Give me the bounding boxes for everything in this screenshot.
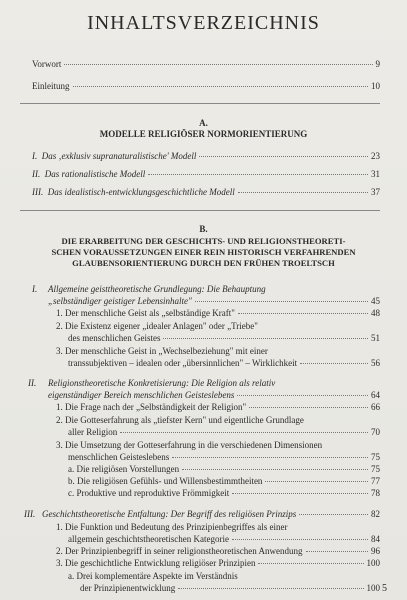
toc-entry-sec3-3a[interactable] [80, 582, 380, 594]
entry-page: 31 [371, 169, 380, 179]
part-a-heading: MODELLE RELIGIÖSER NORMORIENTIERUNG [99, 129, 308, 139]
toc-entry-sec1-1[interactable] [56, 307, 380, 319]
entry-page: 84 [371, 534, 380, 544]
entry-text: Geschichtstheoretische Entfaltung: Der Begriff des religiösen Prinzips [42, 509, 297, 519]
entry-num: II. [32, 169, 41, 179]
entry-text: Einleitung [32, 81, 70, 91]
toc-entry-sec3[interactable] [42, 508, 380, 520]
toc-entry-vorwort[interactable] [32, 58, 380, 70]
entry-text: 1. Der menschliche Geist als „selbständige Kraft" [56, 308, 235, 318]
toc-entry-sec2-1[interactable] [56, 401, 380, 413]
entry-page: 64 [371, 390, 380, 400]
entry-text: aller Religion [68, 427, 118, 437]
entry-page: 56 [371, 358, 380, 368]
entry-text: 2. Der Prinzipienbegriff in seiner religionstheoretischen Anwendung [56, 546, 303, 556]
toc-entry-sec2-3a[interactable] [68, 463, 380, 475]
entry-page: 100 [366, 583, 380, 593]
entry-num: I. [32, 151, 38, 161]
entry-page: 9 [375, 59, 380, 69]
entry-page: 45 [371, 296, 380, 306]
sec3-1-line1[interactable]: 1. Die Funktion und Bedeutung des Prinzipienbegriffes als einer [56, 522, 288, 532]
entry-text: 1. Die Frage nach der „Selbständigkeit der Religion" [56, 402, 247, 412]
toc-entry-sec3-1[interactable] [68, 533, 380, 545]
toc-entry-a2[interactable] [32, 168, 380, 180]
sec1-title-line1[interactable]: Allgemeine geisttheoretische Grundlegung: Die Behauptung [48, 284, 266, 294]
entry-text: b. Die religiösen Gefühls- und Willensbestimmtheiten [68, 476, 263, 486]
entry-text: c. Produktive und reproduktive Frömmigkeit [68, 488, 230, 498]
entry-text: Das ‚exklusiv supranaturalistische' Modell [41, 151, 197, 161]
entry-text: 3. Die geschichtliche Entwicklung religiöser Prinzipien [56, 558, 256, 568]
sec3-num: III. [24, 509, 36, 519]
entry-page: 66 [371, 402, 380, 412]
toc-entry-sec2-2[interactable] [68, 426, 380, 438]
toc-entry-sec1-3[interactable] [68, 357, 380, 369]
entry-text: der Prinzipienentwicklung [80, 583, 176, 593]
entry-page: 77 [371, 476, 380, 486]
entry-text: allgemein geschichtstheoretischen Kategorie [68, 534, 229, 544]
toc-entry-sec2-3[interactable] [68, 451, 380, 463]
toc-entry-sec2[interactable] [48, 389, 380, 401]
entry-text: menschlichen Geisteslebens [68, 452, 170, 462]
toc-entry-a1[interactable] [32, 150, 380, 162]
entry-page: 75 [371, 452, 380, 462]
toc-entry-sec1-2[interactable] [68, 332, 380, 344]
sec2-title-line1[interactable]: Religionstheoretische Konkretisierung: Die Religion als relativ [48, 378, 276, 388]
entry-page: 48 [371, 308, 380, 318]
toc-entry-einleitung[interactable] [32, 80, 380, 92]
toc-entry-sec2-3c[interactable] [68, 487, 380, 499]
part-b-heading-line1: DIE ERARBEITUNG DER GESCHICHTS- UND RELIGIONSTHEORETI- [61, 236, 346, 246]
toc-entry-sec1[interactable] [48, 295, 380, 307]
toc-entry-sec2-3b[interactable] [68, 475, 380, 487]
toc-entry-sec3-3[interactable] [56, 557, 380, 569]
entry-num: III. [32, 187, 44, 197]
entry-page: 75 [371, 464, 380, 474]
toc-entry-a3[interactable] [32, 186, 380, 198]
sec1-2-line1[interactable]: 2. Die Existenz eigener „idealer Anlagen" oder „Triebe" [56, 321, 258, 331]
page-number: 5 [382, 583, 387, 594]
entry-page: 23 [371, 151, 380, 161]
entry-page: 10 [371, 81, 380, 91]
part-a-letter: A. [199, 118, 208, 128]
entry-text: des menschlichen Geistes [68, 333, 161, 343]
sec1-num: I. [32, 284, 38, 294]
entry-text: Vorwort [32, 59, 62, 69]
entry-text: eigenständiger Bereich menschlichen Geisteslebens [48, 390, 235, 400]
page-title: INHALTSVERZEICHNIS [87, 12, 320, 34]
entry-page: 100 [366, 558, 380, 568]
part-b-letter: B. [199, 224, 208, 234]
sec2-3-line1[interactable]: 3. Die Umsetzung der Gotteserfahrung in die verschiedenen Dimensionen [56, 440, 323, 450]
entry-text: a. Die religiösen Vorstellungen [68, 464, 180, 474]
divider [20, 210, 380, 211]
sec3-3a-line1[interactable]: a. Drei komplementäre Aspekte im Verständnis [68, 571, 238, 581]
entry-text: Das idealistisch-entwicklungsgeschichtliche Modell [47, 187, 235, 197]
entry-page: 70 [371, 427, 380, 437]
part-b-heading-line2: SCHEN VORAUSSETZUNGEN EINER REIN HISTORISCH VERFAHRENDEN [51, 247, 356, 257]
part-b-heading-line3: GLAUBENSORIENTIERUNG DURCH DEN FRÜHEN TROELTSCH [72, 258, 335, 268]
toc-entry-sec3-2[interactable] [56, 545, 380, 557]
entry-page: 37 [371, 187, 380, 197]
entry-text: transsubjektiven – idealen oder „übersinnlichen" – Wirklichkeit [68, 358, 298, 368]
sec1-3-line1[interactable]: 3. Der menschliche Geist in „Wechselbeziehung" mit einer [56, 346, 268, 356]
entry-page: 51 [371, 333, 380, 343]
divider [20, 103, 380, 104]
entry-text: „selbständiger geistiger Lebensinhalte" [48, 296, 192, 306]
entry-text: Das rationalistische Modell [44, 169, 146, 179]
entry-page: 82 [371, 509, 380, 519]
entry-page: 96 [371, 546, 380, 556]
entry-page: 78 [371, 488, 380, 498]
sec2-2-line1[interactable]: 2. Die Gotteserfahrung als „tiefster Kern" und eigentliche Grundlage [56, 415, 304, 425]
sec2-num: II. [28, 378, 37, 388]
